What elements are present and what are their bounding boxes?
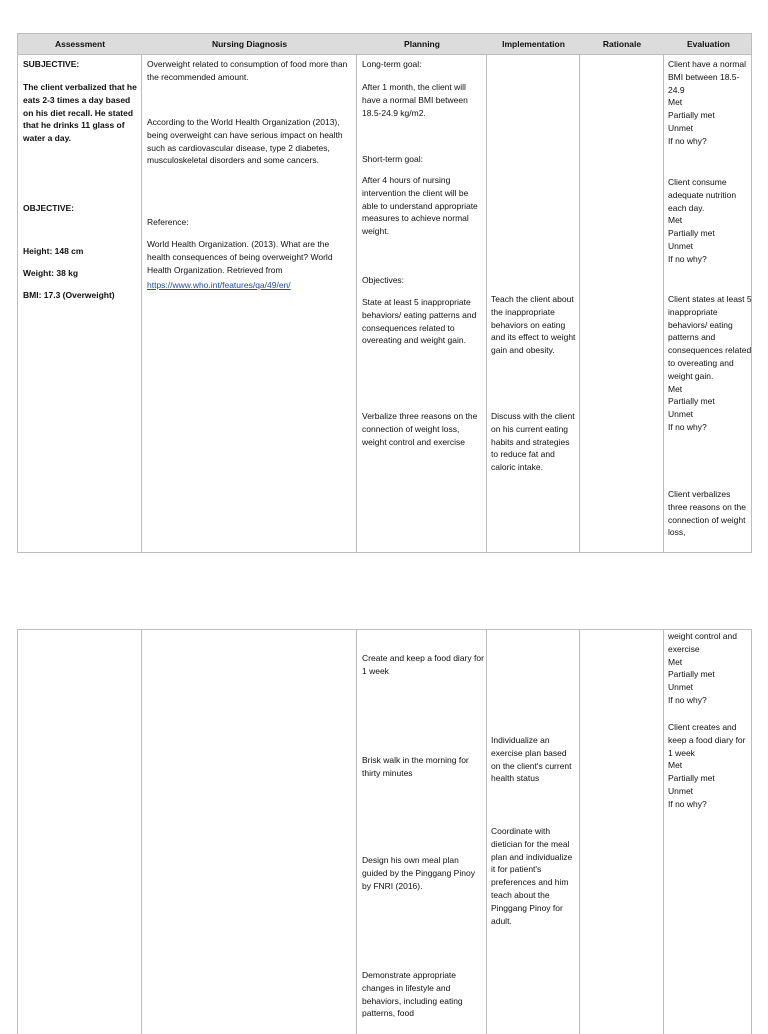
weight-value: Weight: 38 kg	[23, 268, 79, 278]
implementation-dietician: Coordinate with dietician for the meal plan and individualize it for patient's preferences and him teach about the Pinggang Pinoy for adult.	[491, 826, 573, 926]
evaluation-6: Client creates and keep a food diary for 1 week Met Partially met Unmet If no why?	[668, 722, 746, 809]
header-implementation: Implementation	[502, 39, 565, 49]
care-plan-table-page-1	[17, 33, 752, 553]
objective-1: State at least 5 inappropriate behaviors/ eating patterns and consequences related to overeating and weight gain.	[362, 297, 477, 346]
plan-meal-plan: Design his own meal plan guided by the Pinggang Pinoy by FNRI (2016).	[362, 855, 475, 891]
objective-2: Verbalize three reasons on the connection of weight loss, weight control and exercise	[362, 411, 478, 447]
evaluation-2: Client consume adequate nutrition each day. Met Partially met Unmet If no why?	[668, 177, 737, 264]
evaluation-3: Client states at least 5 inappropriate behaviors/ eating patterns and consequences related to overeating and weight gain. Met Partially met Unmet If no why?	[668, 294, 752, 432]
header-evaluation: Evaluation	[687, 39, 730, 49]
height-value: Height: 148 cm	[23, 246, 84, 256]
short-term-goal-text: After 4 hours of nursing intervention the client will be able to understand appropriate measures to achieve normal weight.	[362, 175, 478, 237]
header-rationale: Rationale	[602, 39, 642, 49]
diagnosis-who-text: According to the World Health Organization (2013), being overweight can have serious impact on health such as cardiovascular disease, type 2 diabetes, musculoskeletal disorders and some cancers.	[147, 117, 343, 166]
header-row	[18, 34, 751, 55]
subjective-label: SUBJECTIVE:	[23, 59, 80, 69]
header-nursing-diagnosis: Nursing Diagnosis	[211, 39, 288, 49]
objective-label: OBJECTIVE:	[23, 203, 75, 213]
implementation-exercise-plan: Individualize an exercise plan based on the client's current health status	[491, 735, 572, 784]
col-nursing-diagnosis	[142, 34, 357, 552]
evaluation-5: weight control and exercise Met Partially met Unmet If no why?	[668, 631, 737, 705]
col-rationale	[580, 630, 664, 1034]
plan-lifestyle-changes: Demonstrate appropriate changes in lifestyle and behaviors, including eating patterns, food	[362, 970, 463, 1019]
col-assessment	[18, 630, 142, 1034]
evaluation-4: Client verbalizes three reasons on the connection of weight loss,	[668, 489, 746, 538]
diagnosis-statement: Overweight related to consumption of food more than the recommended amount.	[147, 59, 348, 82]
subjective-text: The client verbalized that he eats 2-3 times a day based on his diet recall. He stated that he drinks 11 glass of water a day.	[23, 82, 137, 144]
reference-text: World Health Organization. (2013). What are the health consequences of being overweight? World Health Organization. Retrieved from	[147, 239, 333, 275]
reference-label: Reference:	[147, 217, 189, 227]
plan-food-diary: Create and keep a food diary for 1 week	[362, 653, 484, 676]
implementation-1: Teach the client about the inappropriate behaviors on eating and its effect to weight gain and obesity.	[491, 294, 576, 356]
implementation-2: Discuss with the client on his current eating habits and strategies to reduce fat and caloric intake.	[491, 411, 575, 473]
col-rationale	[580, 34, 664, 552]
care-plan-table-page-2	[17, 629, 752, 1034]
objectives-label: Objectives:	[362, 275, 405, 285]
short-term-goal-label: Short-term goal:	[362, 154, 423, 164]
reference-link[interactable]: https://www.who.int/features/qa/49/en/	[147, 280, 291, 290]
plan-brisk-walk: Brisk walk in the morning for thirty minutes	[362, 755, 469, 778]
long-term-goal-text: After 1 month, the client will have a normal BMI between 18.5-24.9 kg/m2.	[362, 82, 468, 118]
header-planning: Planning	[404, 39, 440, 49]
col-nursing-diagnosis	[142, 630, 357, 1034]
bmi-value: BMI: 17.3 (Overweight)	[23, 290, 115, 300]
long-term-goal-label: Long-term goal:	[362, 59, 422, 69]
evaluation-1: Client have a normal BMI between 18.5-24.9 Met Partially met Unmet If no why?	[668, 59, 746, 146]
header-assessment: Assessment	[54, 39, 106, 49]
